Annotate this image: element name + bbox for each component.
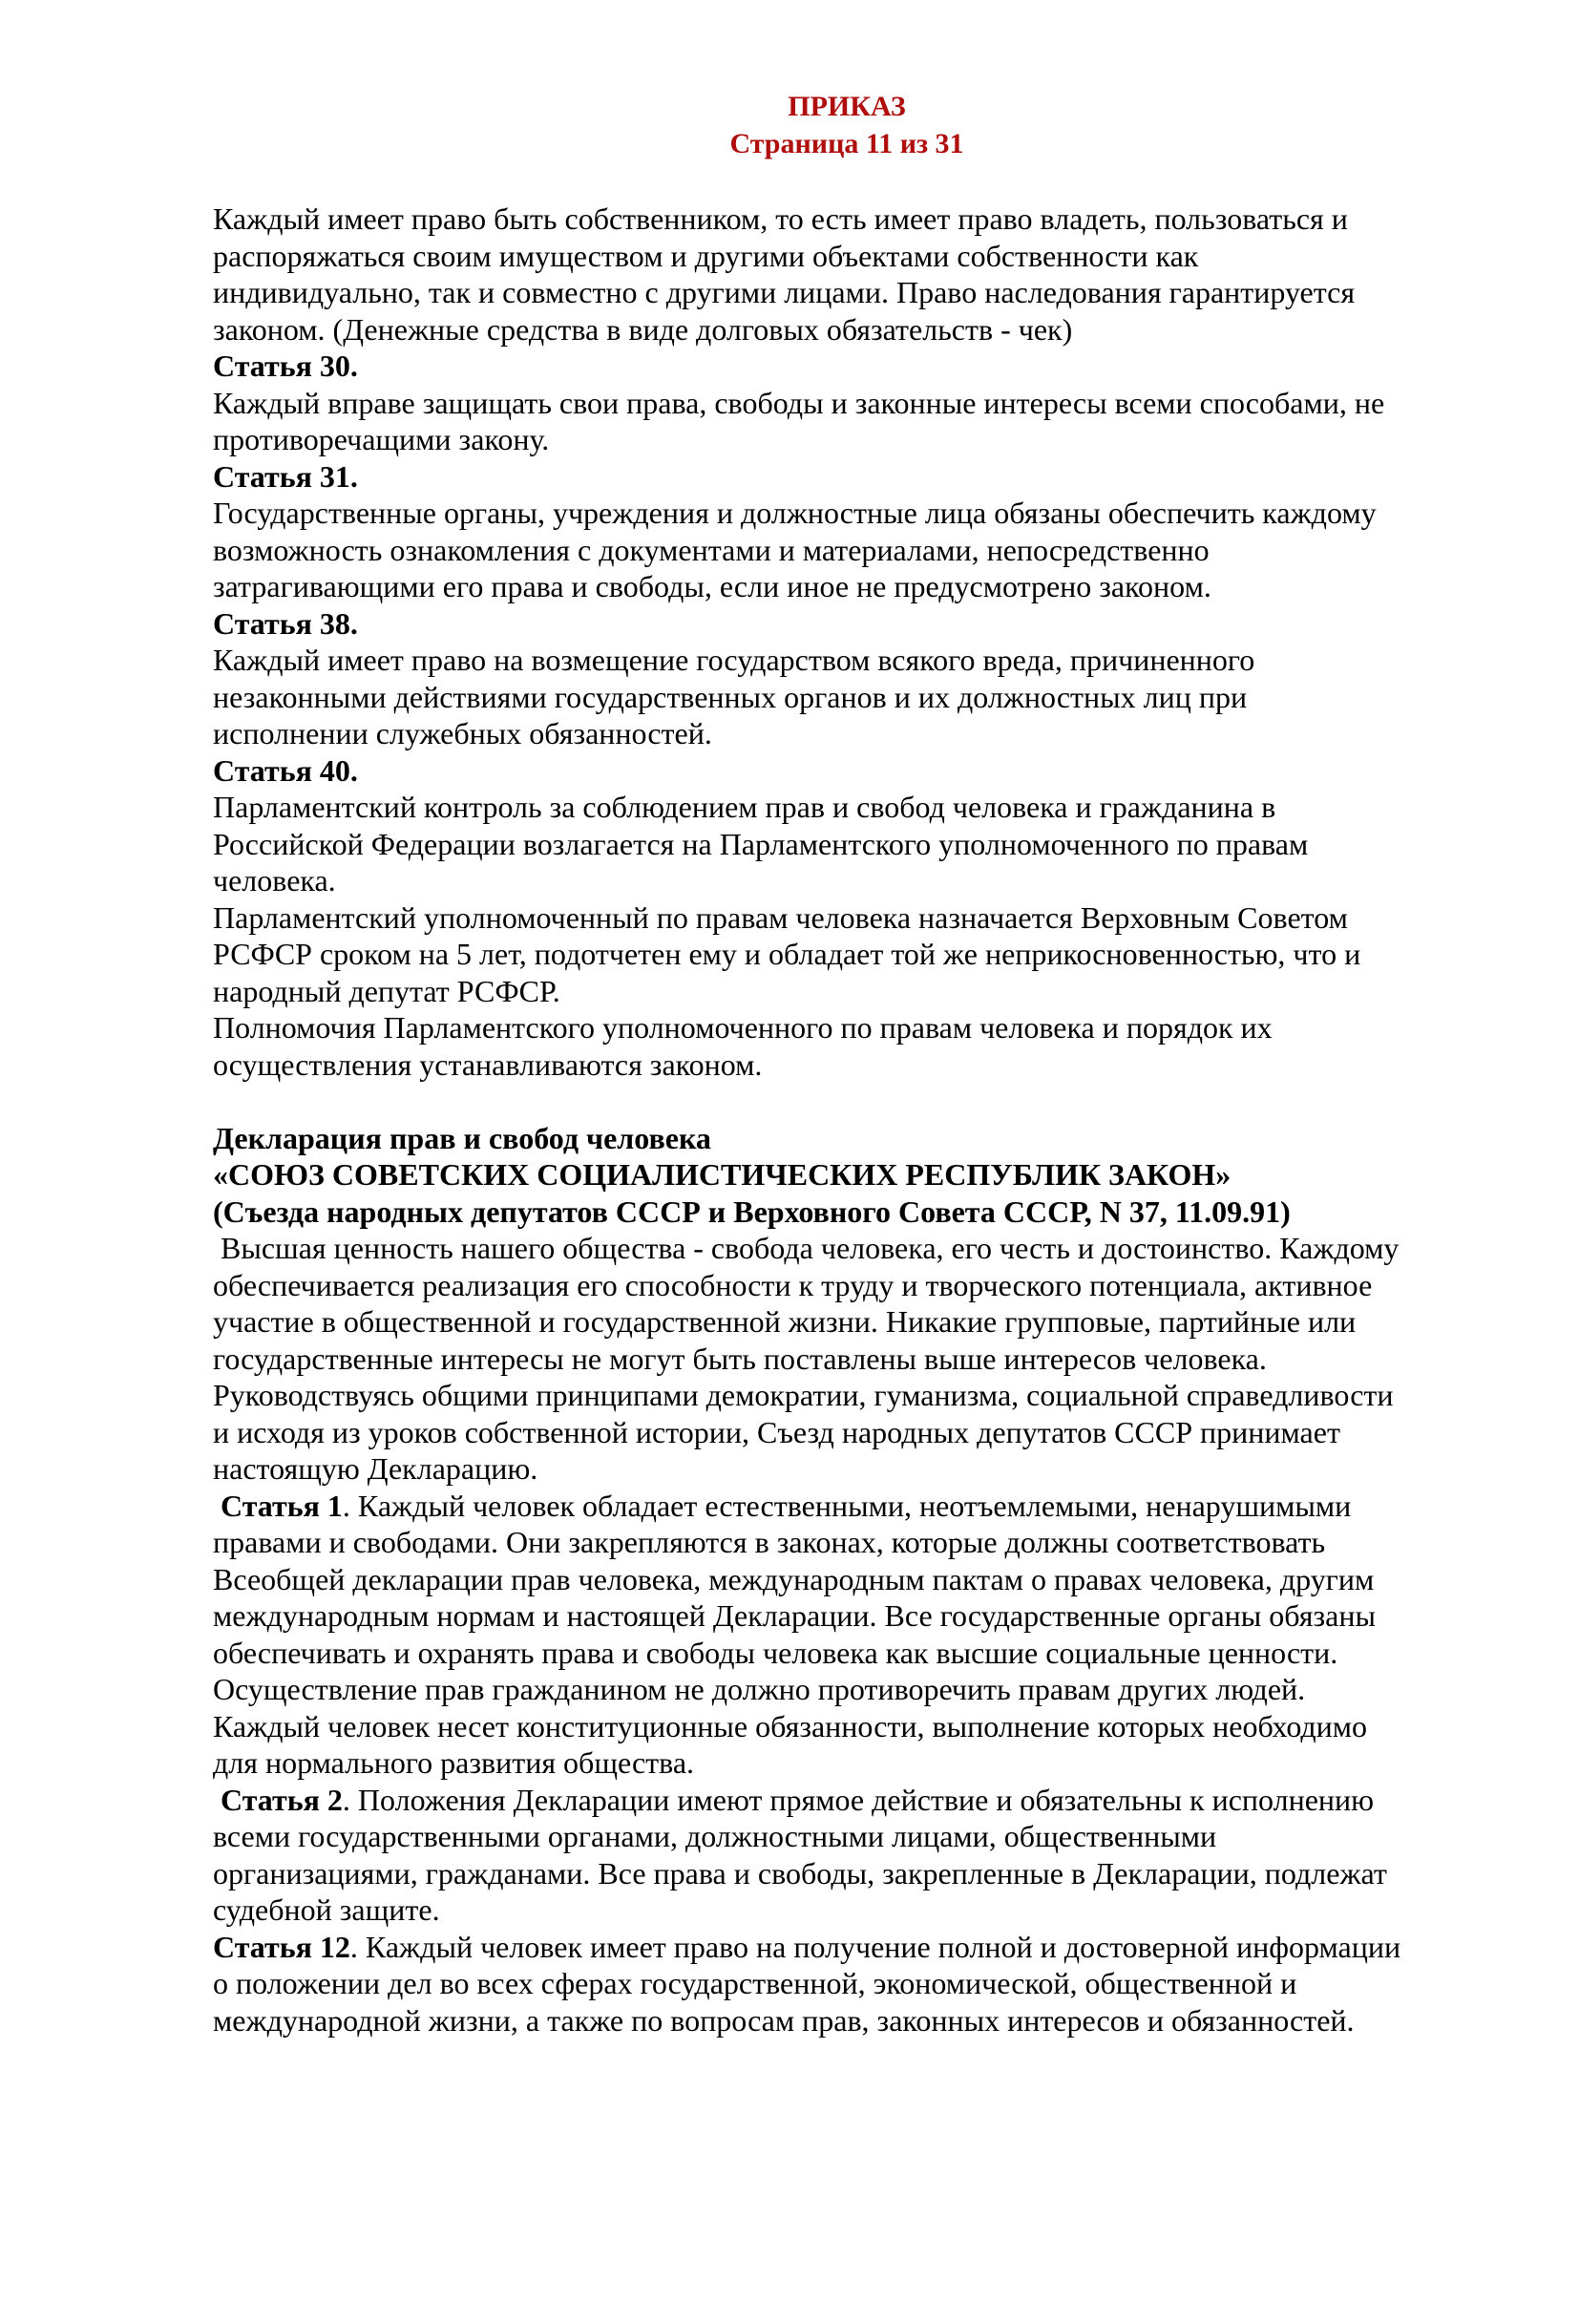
text-line: о положении дел во всех сферах государственной, экономической, общественной и (213, 1966, 1297, 2000)
text-line: международной жизни, а также по вопросам прав, законных интересов и обязанностей. (213, 2002, 1355, 2038)
text-line: Полномочия Парламентского уполномоченного по правам человека и порядок их (213, 1010, 1273, 1045)
text-line: Каждый человек несет конституционные обязанности, выполнение которых необходимо (213, 1708, 1368, 1743)
text-line: судебной защите. (213, 1892, 440, 1927)
article-38-heading: Статья 38. (213, 605, 358, 641)
text-line: Российской Федерации возлагается на Парламентского уполномоченного по правам (213, 826, 1309, 861)
text-line: Осуществление прав гражданином не должно противоречить правам других людей. (213, 1672, 1306, 1706)
text-line: всеми государственными органами, должностными лицами, общественными (213, 1819, 1217, 1853)
document-body (213, 201, 1541, 2039)
text-line: настоящую Декларацию. (213, 1451, 538, 1486)
article-1-label: Статья 1 (213, 1488, 343, 1523)
declaration-title: Декларация прав и свобод человека (213, 1120, 711, 1155)
law-title: «СОЮЗ СОВЕТСКИХ СОЦИАЛИСТИЧЕСКИХ РЕСПУБЛИК ЗАКОН» (213, 1157, 1232, 1192)
text-line: законом. (Денежные средства в виде долговых обязательств - чек) (213, 311, 1073, 347)
article-2-text: . Положения Декларации имеют прямое действие и обязательны к исполнению (342, 1782, 1375, 1817)
article-31-heading: Статья 31. (213, 458, 358, 494)
text-line: Каждый имеет право быть собственником, то есть имеет право владеть, пользоваться и (213, 201, 1348, 236)
text-line: Каждый имеет право на возмещение государством всякого вреда, причиненного (213, 643, 1255, 677)
text-line: организациями, гражданами. Все права и свободы, закрепленные в Декларации, подлежат (213, 1855, 1387, 1891)
text-line: правами и свободами. Они закрепляются в законах, которые должны соответствовать (213, 1525, 1326, 1559)
text-line: распоряжаться своим имуществом и другими объектами собственности как (213, 238, 1199, 273)
document-header (115, 91, 1579, 164)
text-line: обеспечивается реализация его способности к труду и творческого потенциала, активное (213, 1267, 1373, 1302)
text-line: РСФСР сроком на 5 лет, подотчетен ему и обладает той же неприкосновенностью, что и (213, 937, 1361, 971)
article-12-paragraph-line (213, 1929, 1541, 1966)
text-line: государственные интересы не могут быть поставлены выше интересов человека. (213, 1341, 1267, 1376)
text-line: для нормального развития общества. (213, 1745, 695, 1780)
text-line: обеспечивать и охранять права и свободы человека как высшие социальные ценности. (213, 1635, 1338, 1670)
text-line: затрагивающими его права и свободы, если иное не предусмотрено законом. (213, 569, 1211, 603)
text-line: Руководствуясь общими принципами демократии, гуманизма, социальной справедливости (213, 1378, 1394, 1412)
text-line: противоречащими закону. (213, 422, 550, 456)
article-2-paragraph-line (213, 1782, 1541, 1819)
text-line: исполнении служебных обязанностей. (213, 716, 712, 750)
text-line: осуществления устанавливаются законом. (213, 1046, 763, 1082)
text-line: Всеобщей декларации прав человека, международным пактам о правах человека, другим (213, 1561, 1375, 1596)
text-line: индивидуально, так и совместно с другими лицами. Право наследования гарантируется (213, 275, 1356, 309)
text-line: и исходя из уроков собственной истории, Съезд народных депутатов СССР принимает (213, 1414, 1340, 1449)
text-line: Государственные органы, учреждения и должностные лица обязаны обеспечить каждому (213, 496, 1377, 530)
article-40-heading: Статья 40. (213, 752, 358, 788)
text-line: народный депутат РСФСР. (213, 973, 560, 1008)
article-2-label: Статья 2 (213, 1782, 343, 1817)
text-line: Каждый вправе защищать свои права, свободы и законные интересы всеми способами, не (213, 385, 1385, 420)
article-1-text: . Каждый человек обладает естественными, неотъемлемыми, ненарушимыми (342, 1488, 1352, 1523)
article-30-heading: Статья 30. (213, 349, 358, 383)
blank-line (213, 1083, 1541, 1120)
text-line: участие в общественной и государственной жизни. Никакие групповые, партийные или (213, 1304, 1357, 1339)
text-line: Парламентский контроль за соблюдением прав и свобод человека и гражданина в (213, 790, 1276, 824)
document-page (0, 91, 1579, 2324)
text-line: Высшая ценность нашего общества - свобода человека, его честь и достоинство. Каждому (213, 1231, 1400, 1265)
page-number-indicator: Страница 11 из 31 (729, 127, 964, 159)
text-line: возможность ознакомления с документами и материалами, непосредственно (213, 532, 1210, 567)
document-title: ПРИКАЗ (788, 91, 906, 122)
law-source-line: (Съезда народных депутатов СССР и Верховного Совета СССР, N 37, 11.09.91) (213, 1194, 1291, 1229)
article-1-paragraph-line (213, 1488, 1541, 1525)
text-line: Парламентский уполномоченный по правам человека назначается Верховным Советом (213, 899, 1348, 935)
article-12-text: . Каждый человек имеет право на получение полной и достоверной информации (349, 1929, 1401, 1964)
article-12-label: Статья 12 (213, 1929, 350, 1964)
text-line: международным нормам и настоящей Декларации. Все государственные органы обязаны (213, 1598, 1376, 1633)
text-line: человека. (213, 863, 336, 898)
text-line: незаконными действиями государственных органов и их должностных лиц при (213, 679, 1248, 714)
